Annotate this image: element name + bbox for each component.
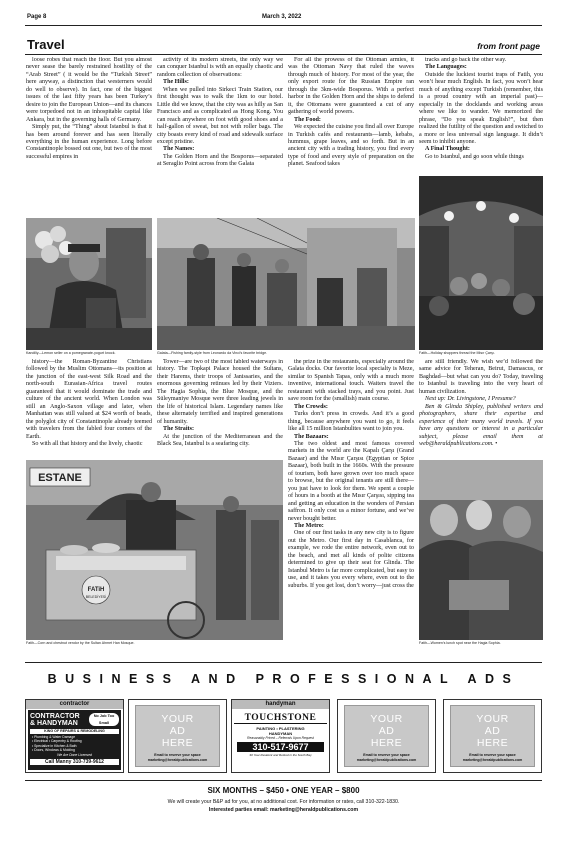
caption-photo-2: Galata—Fishing family-style from Leonardo da Vinci’s favorite bridge. bbox=[157, 351, 268, 355]
column-2-top bbox=[157, 57, 283, 215]
contractor-slogan: KING OF REPAIRS & REMODELING bbox=[30, 729, 119, 734]
ad-category-contractor: contractor bbox=[26, 700, 123, 709]
cart-logo-text: FATiH bbox=[87, 587, 105, 593]
ad-placeholder-3[interactable] bbox=[443, 699, 542, 773]
paragraph: For all the prowess of the Ottoman armies, it was the Ottoman Navy that ruled the waves through much of history. For most of the year, the only export route for the Russian Empire ran through the 3km-wide Bosporus. With a perfect harbor in the Golden Horn and the ships to defend it, the Ottomans were guaranteed a cut of any gathering of world powers. bbox=[288, 57, 414, 116]
your-ad-line-3: HERE bbox=[161, 737, 194, 749]
your-ad-line-2: AD bbox=[484, 725, 501, 737]
photo-womens-lunch bbox=[419, 460, 543, 640]
ad-contact[interactable]: Interested parties email: marketing@heraldpublications.com bbox=[208, 807, 359, 813]
your-ad-line-3: HERE bbox=[370, 737, 403, 749]
caption-photo-3: Fatih—Holiday shoppers thread the Misır Çarşı. bbox=[419, 351, 495, 355]
column-3-top bbox=[288, 57, 414, 215]
contractor-service: • Electrical • Carpentry & Roofing bbox=[32, 739, 82, 744]
your-ad-panel bbox=[344, 705, 429, 767]
your-ad-instruction: Email to reserve your space bbox=[154, 753, 201, 757]
ad-contractor[interactable] bbox=[25, 699, 124, 773]
your-ad-email[interactable]: marketing@heraldpublications.com bbox=[356, 758, 417, 762]
continued-label: from front page bbox=[477, 41, 540, 51]
subhead: The Food: bbox=[294, 116, 321, 123]
your-ad-email[interactable]: marketing@heraldpublications.com bbox=[147, 758, 208, 762]
caption-photo-4: Fatih—Corn and chestnut vendor by the Sultan Ahmet Han Mosque. bbox=[26, 641, 135, 645]
subhead: The Crowds: bbox=[294, 403, 328, 410]
paragraph: Ben & Glinda Shipley, published writers and photographers, share their expertise and experience of their many world travels. If you have any questions or interest in a particular subject, please email them at web@heraldpublications.com. • bbox=[419, 403, 543, 447]
column-3-bottom bbox=[288, 359, 414, 649]
paragraph: At the junction of the Mediterranean and the Black Sea, Istanbul is a seafaring city. bbox=[157, 433, 283, 447]
column-2-bottom bbox=[157, 359, 283, 454]
contractor-service: • Plumbing & Water Damage bbox=[32, 735, 76, 739]
contractor-name-2: & HANDYMAN bbox=[30, 720, 78, 727]
paragraph: history—the Roman-Byzantine Christians followed by the Muslim Ottomans—its position at the junction of the east-west Silk Road and the north-south Eurasian-Africa travel routes guaranteed that it would dominate the trade and culture of the ancient world. When London was still an Anglo-Saxon village and later, when Manhattan was still valued at $24 worth of beads, the polyglot city of Constantinople already teemed with travelers from the fabled four corners of the Earth. bbox=[26, 359, 152, 440]
paragraph: When we pulled into Sirkeci Train Station, our first thought was to walk the 1km to our hotel. Little did we know, that the city was as hilly as San Francisco and as complicated as Hong Kong. You can reach anywhere on foot with good shoes and a half-gallon of sweat, but not with roller bags. The city boasts every kind of road and sidewalk surface except pristine. bbox=[157, 86, 283, 145]
caption-photo-5: Fatih—Women’s lunch spot near the Hagia Sophia. bbox=[419, 641, 501, 645]
ad-pricing: SIX MONTHS – $450 • ONE YEAR – $800 bbox=[207, 786, 360, 795]
paragraph: Turks don’t press in crowds. And it’s a good thing, because anywhere you want to go, it feels like all 15 million Istanbulites want to join you. bbox=[288, 411, 414, 433]
your-ad-line-2: AD bbox=[169, 725, 186, 737]
paragraph: One of our first tasks in any new city is to figure out the Metro. Our first day in Casablanca, for example, we rode the entire network, even out to the beach, and met all kinds of polite citizens determined to give up their seat for Glinda. The Istanbul Metro is far more complicated, but easy to use, and it takes you every where, even out to the suburbs. If you get lost, don’t worry—just cross the bbox=[288, 530, 414, 589]
paragraph: tracks and go back the other way. bbox=[425, 57, 507, 63]
your-ad-instruction: Email to reserve your space bbox=[469, 753, 516, 757]
paragraph: So with all that history and the lively, chaotic bbox=[32, 440, 143, 447]
bpa-title: BUSINESS AND PROFESSIONAL ADS bbox=[47, 672, 520, 686]
bpa-top-rule bbox=[25, 662, 542, 663]
paragraph: the prize in the restaurants, especially around the Galata docks. Our favorite local specialty is Meze, similar to Spanish Tapas, only with a much more inventive, international touch. Waiters travel the restaurant with stacked trays, and you point. Just save room for the (smallish) main course. bbox=[288, 359, 414, 403]
handyman-services: PAINTING • PLASTERING bbox=[256, 726, 305, 731]
your-ad-line-2: AD bbox=[378, 725, 395, 737]
subhead: A Final Thought: bbox=[425, 146, 470, 153]
cart-sign-text: ESTANE bbox=[38, 472, 82, 484]
ad-placeholder-2[interactable] bbox=[337, 699, 436, 773]
handyman-brand: TOUCHSTONE bbox=[234, 713, 327, 724]
your-ad-line-3: HERE bbox=[476, 737, 509, 749]
paragraph: activity of its modern streets, the only way we can conquer Istanbul is with an equally chaotic and random collection of observations: bbox=[157, 57, 283, 78]
your-ad-line-1: YOUR bbox=[476, 713, 509, 725]
section-title: Travel bbox=[27, 37, 65, 52]
handyman-note: 30 Year Resident and Retired in the South Bay bbox=[249, 753, 312, 757]
contractor-services bbox=[32, 735, 119, 753]
contractor-service: • Doors, Windows & Molding bbox=[32, 748, 75, 753]
paragraph: are still friendly. We wish we’d followed the same advice for Teheran, Beirut, Damascus, or Baghdad—but what can you do? Today, traveling to Istanbul is traveling into the very heart of human civilization. bbox=[419, 359, 543, 395]
subhead: The Names: bbox=[163, 146, 195, 153]
subhead: The Straits: bbox=[163, 426, 194, 433]
subhead: The Bazaars: bbox=[294, 433, 329, 440]
paragraph: Simply put, the “Thing” about Istanbul is that it has been around forever and has seen literally everything in the human experience. Long before Constantinople bossed out one, but two of the most successful empires in bbox=[26, 124, 152, 160]
your-ad-instruction: Email to reserve your space bbox=[363, 753, 410, 757]
your-ad-email[interactable]: marketing@heraldpublications.com bbox=[462, 758, 523, 762]
section-rule bbox=[25, 54, 542, 55]
your-ad-panel bbox=[135, 705, 220, 767]
contractor-license: We Are Done Licensed bbox=[57, 753, 92, 757]
ad-category-handyman: handyman bbox=[232, 700, 329, 709]
column-1-top bbox=[26, 57, 152, 215]
paragraph: Tower—are two of the most fabled waterways in history. The Topkapi Palace housed the Sultans, their Harems, their troops of Janissaries, and the enormous governing retinues led by their Viziers. The Hagia Sophia, the Blue Mosque, and the Süleymaniye Mosque were three leading jewels in the life of historical Islam. Legendary names like these alternately terrified and inspired generations of humanity. bbox=[157, 359, 283, 425]
subhead: The Hills: bbox=[163, 79, 189, 86]
photo-corn-vendor bbox=[26, 460, 283, 640]
photo-galata-bridge bbox=[157, 218, 415, 350]
handyman-type: HANDYMAN bbox=[268, 731, 293, 736]
page-number: Page 8 bbox=[27, 14, 47, 20]
paragraph: Next up: Dr. Livingstone, I Presume? bbox=[425, 396, 516, 403]
contractor-name-1: CONTRACTOR bbox=[30, 713, 80, 720]
paragraph: Outside the luckiest tourist traps of Fatih, you won’t hear much English. In fact, you won’t hear much of anything except Turkish (remember, this is a proud country with an imperial past)—especially in the docklands and working areas where we like to wander. We memorized the phrase, “Do you speak English?”, but then realized the futility of the question and switched to a more or less universal sign language. It didn’t seem to inhibit anyone. bbox=[419, 71, 543, 145]
your-ad-line-1: YOUR bbox=[161, 713, 194, 725]
your-ad-line-1: YOUR bbox=[370, 713, 403, 725]
cart-logo-subtext: BELEDİYESİ bbox=[85, 595, 107, 599]
handyman-phone: 310-517-9677 bbox=[237, 742, 324, 752]
contractor-phone: Call Manny 310-739-9612 bbox=[30, 759, 119, 765]
your-ad-panel bbox=[450, 705, 535, 767]
issue-date: March 3, 2022 bbox=[262, 14, 302, 20]
ad-placeholder-1[interactable] bbox=[128, 699, 227, 773]
photo-spice-bazaar bbox=[419, 176, 543, 350]
ad-note: We will create your B&P ad for you, at no additional cost. For information or rates, call 310-322-1830. bbox=[167, 799, 400, 805]
subhead: The Metro: bbox=[294, 522, 324, 529]
column-1-bottom bbox=[26, 359, 152, 454]
paragraph: The two oldest and most famous covered markets in the world are the Kapalı Çarşı (Grand Bazaar) and the Mısır Çarşısı (Egyptian or Spice Bazaar), both built in the 1660s. With the pressure of tourism, both have grown over too much space to browse, but the original tenants are still there—you just have to look for them. We spent a couple of hours in a booth at the Mısır Çarşısı, sipping tea and getting an education in the wonders of Persian saffron. It only cost us a minor fortune, and we’ve never bought better. bbox=[288, 440, 414, 522]
subhead: The Languages: bbox=[425, 64, 467, 71]
paragraph: Go to Istanbul, and go soon while things bbox=[425, 153, 524, 160]
pricing-rule bbox=[25, 780, 542, 781]
ad-handyman[interactable] bbox=[231, 699, 330, 773]
no-job-too-small-badge: No Job Too Small bbox=[89, 713, 119, 726]
header-rule bbox=[25, 25, 542, 26]
column-4-bottom bbox=[419, 359, 543, 454]
paragraph: The Golden Horn and the Bosporus—separated at Seraglio Point across from the Galata bbox=[157, 153, 283, 168]
photo-lemon-seller bbox=[26, 218, 152, 350]
paragraph: loose robes that reach the floor. But you almost never sease the barely restrained hostility of the “Arab Street” ( it would be the “Turkish Street” here anyway, a distinction that westerners would do well to observe). In fact, one of the biggest issues of the last fifty years has been Turkey’s desire to join the European Union—and its chances were torpedoed not in an inhospitable capital like Ankara, but in the governing halls of Germany. bbox=[26, 57, 152, 123]
caption-photo-1: Kandiliy—Lemon seller on a pomegranate-yogurt knock. bbox=[26, 351, 116, 355]
contractor-service: • Specialize in Kitchen & Bath bbox=[32, 743, 77, 748]
handyman-tagline: Reasonably Priced – Referrals Upon Request bbox=[247, 736, 314, 740]
paragraph: We expected the cuisine you find all over Europe in Turkish cafés and restaurants—lamb, kebabs, hummus, grape leaves, and so forth. But in an ancient city with a trading history, you find every type of food and every style of preparation on the planet. Seafood takes bbox=[288, 124, 414, 168]
